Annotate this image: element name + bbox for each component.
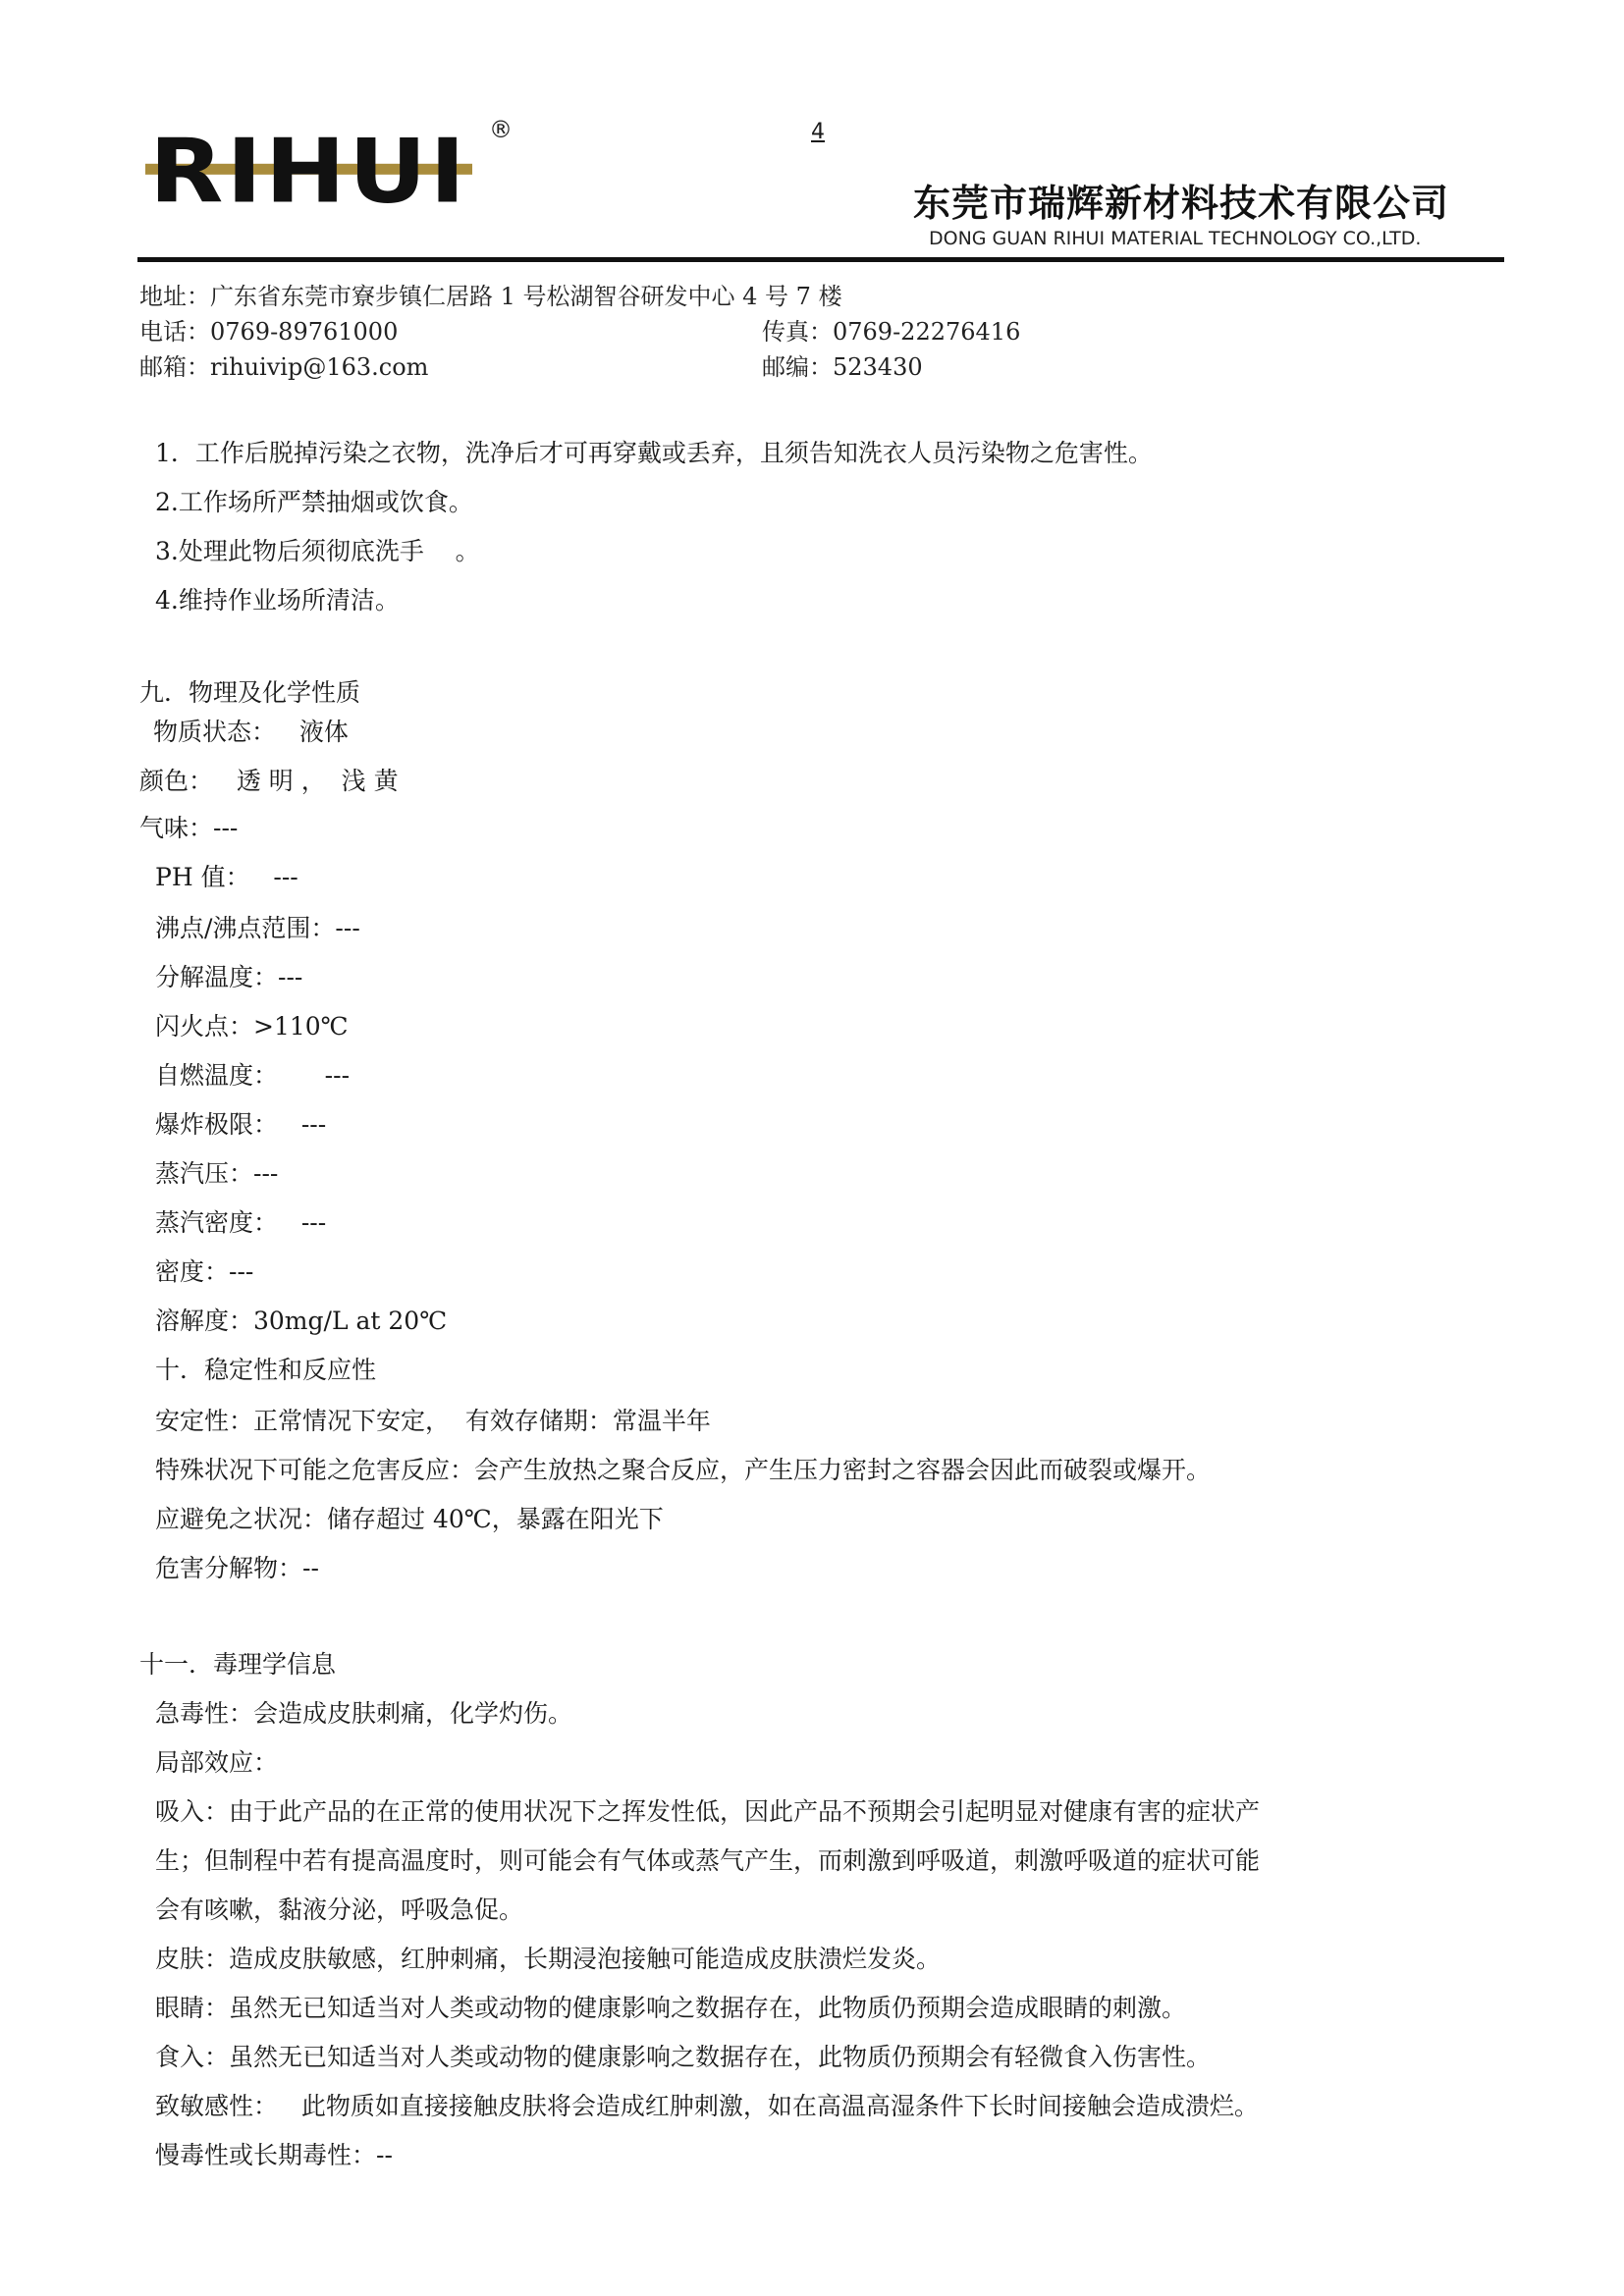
section-heading: 十一．毒理学信息 [139, 1650, 337, 1679]
body-line: 致敏感性： 此物质如直接接触皮肤将会造成红肿刺激，如在高温高湿条件下长时间接触会造成溃烂。 [155, 2092, 1259, 2120]
contact-address: 地址：广东省东莞市寮步镇仁居路 1 号松湖智谷研发中心 4 号 7 楼 [139, 283, 842, 310]
body-line: PH 值： --- [155, 863, 298, 891]
body-line: 吸入：由于此产品的在正常的使用状况下之挥发性低，因此产品不预期会引起明显对健康有害的症状产 [155, 1797, 1261, 1826]
section-heading: 九．物理及化学性质 [139, 678, 361, 707]
body-line: 溶解度：30mg/L at 20℃ [155, 1307, 448, 1335]
contact-phone: 电话：0769-89761000 [139, 318, 399, 346]
body-line: 应避免之状况：储存超过 40℃，暴露在阳光下 [155, 1505, 664, 1533]
body-line: 4.维持作业场所清洁。 [155, 586, 400, 614]
company-logo: RIHUI [149, 120, 468, 224]
body-line: 气味：--- [139, 814, 239, 842]
body-line: 眼睛：虽然无已知适当对人类或动物的健康影响之数据存在，此物质仍预期会造成眼睛的刺激。 [155, 1994, 1187, 2022]
section-heading: 十．稳定性和反应性 [155, 1356, 377, 1384]
body-line: 食入：虽然无已知适当对人类或动物的健康影响之数据存在，此物质仍预期会有轻微食入伤害性。 [155, 2043, 1212, 2071]
company-name-en: DONG GUAN RIHUI MATERIAL TECHNOLOGY CO.,LTD. [929, 228, 1422, 249]
company-name-cn: 东莞市瑞辉新材料技术有限公司 [913, 182, 1450, 225]
body-line: 皮肤：造成皮肤敏感，红肿刺痛，长期浸泡接触可能造成皮肤溃烂发炎。 [155, 1945, 942, 1973]
body-line: 密度：--- [155, 1257, 254, 1286]
page-number: 4 [811, 120, 825, 144]
body-line: 自燃温度： --- [155, 1061, 351, 1090]
body-line: 会有咳嗽，黏液分泌，呼吸急促。 [155, 1896, 524, 1924]
body-line: 闪火点：>110℃ [155, 1012, 349, 1041]
contact-fax: 传真：0769-22276416 [762, 318, 1021, 346]
body-line: 1．工作后脱掉污染之衣物，洗净后才可再穿戴或丢弃，且须告知洗衣人员污染物之危害性。 [155, 439, 1153, 467]
contact-email: 邮箱：rihuivip@163.com [139, 353, 429, 381]
body-line: 急毒性：会造成皮肤刺痛，化学灼伤。 [155, 1699, 573, 1728]
body-line: 2.工作场所严禁抽烟或饮食。 [155, 488, 473, 516]
body-line: 颜色： 透 明 ， 浅 黄 [139, 767, 399, 795]
body-line: 蒸汽密度： --- [155, 1208, 327, 1237]
body-line: 局部效应： [155, 1748, 279, 1777]
contact-postcode: 邮编：523430 [762, 353, 923, 381]
body-line: 特殊状况下可能之危害反应：会产生放热之聚合反应，产生压力密封之容器会因此而破裂或爆开。 [155, 1456, 1212, 1484]
body-line: 安定性：正常情况下安定， 有效存储期：常温半年 [155, 1407, 711, 1435]
registered-mark: ® [489, 116, 513, 143]
body-line: 分解温度：--- [155, 963, 303, 991]
body-line: 3.处理此物后须彻底洗手 。 [155, 537, 480, 565]
body-line: 慢毒性或长期毒性：-- [155, 2141, 393, 2169]
body-line: 生；但制程中若有提高温度时，则可能会有气体或蒸气产生，而刺激到呼吸道，刺激呼吸道的症状可能 [155, 1846, 1261, 1875]
body-line: 蒸汽压：--- [155, 1159, 279, 1188]
header-divider [137, 257, 1504, 262]
body-line: 物质状态： 液体 [153, 718, 349, 746]
body-line: 沸点/沸点范围：--- [155, 914, 360, 942]
body-line: 爆炸极限： --- [155, 1110, 327, 1139]
body-line: 危害分解物：-- [155, 1554, 319, 1582]
